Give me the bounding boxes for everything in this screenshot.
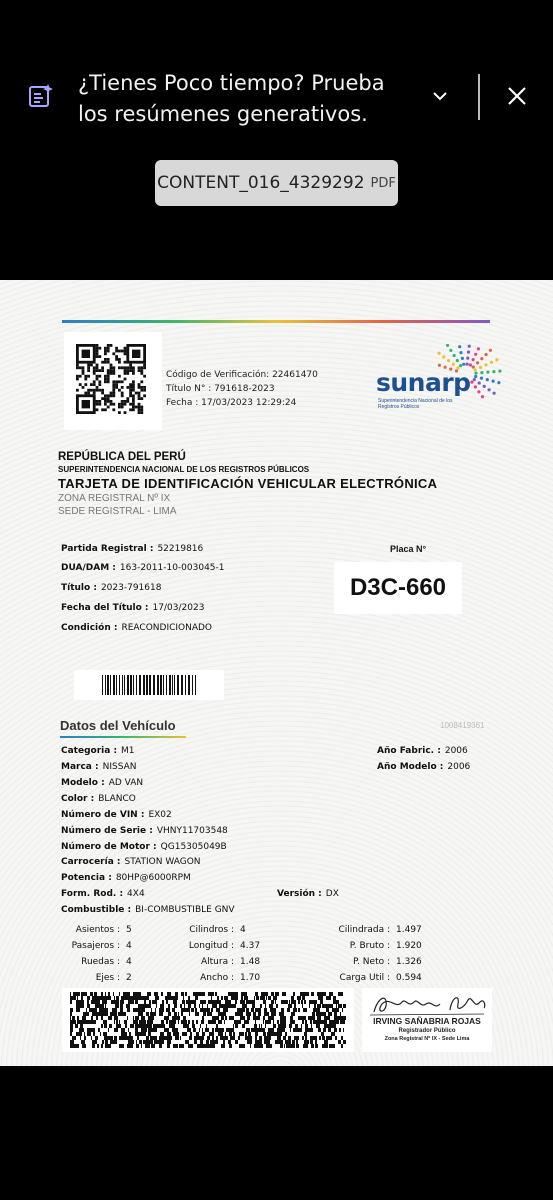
field-ano-modelo: Año Modelo : 2006	[377, 762, 471, 772]
signature-block	[362, 988, 492, 1052]
verification-fecha: Fecha : 17/03/2023 12:29:24	[166, 398, 297, 408]
field-form-rod: Form. Rod. : 4X4	[61, 889, 145, 899]
section-title: Datos del Vehículo	[60, 718, 176, 733]
section-underline	[60, 736, 186, 738]
field-modelo: Modelo : AD VAN	[61, 778, 144, 788]
header-country: REPÚBLICA DEL PERÚ	[58, 451, 186, 463]
spec-ancho-label: Ancho :	[200, 973, 234, 983]
spec-p-bruto-label: P. Bruto :	[349, 941, 390, 951]
field-condicion: Condición : REACONDICIONADO	[61, 623, 213, 633]
file-extension: PDF	[370, 175, 396, 191]
field-potencia: Potencia : 80HP@6000RPM	[61, 873, 191, 883]
serial-number: 1008419361	[440, 721, 485, 730]
sunarp-logo	[376, 344, 506, 414]
chevron-down-icon[interactable]	[430, 86, 450, 106]
header-institution: SUPERINTENDENCIA NACIONAL DE LOS REGISTROS PÚBLICOS	[58, 465, 310, 474]
spec-ejes-label: Ejes :	[95, 973, 120, 983]
verification-code: Código de Verificación: 22461470	[166, 370, 318, 380]
field-marca: Marca : NISSAN	[61, 762, 137, 772]
document-page	[0, 280, 553, 1066]
logo-subtitle: Superintendencia Nacional de los Registros Públicos	[378, 398, 453, 410]
spec-pasajeros-label: Pasajeros :	[71, 941, 120, 951]
signer-name: IRVING SAÑABRIA ROJAS	[373, 1016, 481, 1026]
field-carroceria: Carrocería : STATION WAGON	[61, 857, 201, 867]
header-sede: SEDE REGISTRAL - LIMA	[58, 506, 177, 517]
spec-altura-value: 1.48	[240, 957, 261, 967]
file-name-chip[interactable]	[155, 160, 398, 206]
header-title: TARJETA DE IDENTIFICACIÓN VEHICULAR ELECTRÓNICA	[58, 476, 438, 491]
spec-carga-util-label: Carga Util :	[339, 973, 390, 983]
summary-banner	[0, 0, 553, 280]
spec-carga-util-value: 0.594	[396, 973, 422, 983]
spec-ancho-value: 1.70	[240, 973, 261, 983]
signature-scribble	[366, 990, 488, 1018]
close-icon[interactable]	[506, 85, 528, 107]
field-categoria: Categoria : M1	[61, 746, 135, 756]
field-serie: Número de Serie : VHNY11703548	[61, 826, 228, 836]
divider	[478, 74, 480, 120]
field-dua: DUA/DAM : 163-2011-10-003045-1	[61, 563, 225, 573]
spec-cilindros-label: Cilindros :	[189, 925, 234, 935]
spec-ejes-value: 2	[126, 973, 132, 983]
placa-label: Placa N°	[390, 544, 427, 554]
spec-asientos-value: 5	[126, 925, 132, 935]
header-zona: ZONA REGISTRAL Nº IX	[58, 493, 171, 504]
banner-message[interactable]: ¿Tienes Poco tiempo? Prueba los resúmenes generativos.	[78, 71, 385, 126]
placa-value: D3C-660	[334, 562, 462, 614]
spec-pasajeros-value: 4	[126, 941, 132, 951]
pdf417-barcode	[62, 988, 354, 1052]
field-combustible: Combustible : BI-COMBUSTIBLE GNV	[61, 905, 235, 915]
spec-cilindrada-label: Cilindrada :	[338, 925, 390, 935]
barcode-small	[74, 670, 224, 700]
field-vin: Número de VIN : EX02	[61, 810, 172, 820]
ai-summary-icon	[28, 83, 54, 109]
field-titulo: Título : 2023-791618	[61, 583, 162, 593]
spec-p-neto-value: 1.326	[396, 957, 422, 967]
signer-zone: Zona Registral Nº IX - Sede Lima	[384, 1036, 470, 1042]
field-fecha-titulo: Fecha del Título : 17/03/2023	[61, 603, 205, 613]
spec-longitud-label: Longitud :	[188, 941, 234, 951]
spec-altura-label: Altura :	[201, 957, 234, 967]
spec-cilindros-value: 4	[240, 925, 246, 935]
verification-titulo: Título N° : 791618-2023	[166, 384, 275, 394]
qr-code	[64, 332, 162, 430]
logo-word: sunarp	[376, 368, 471, 397]
spec-asientos-label: Asientos :	[75, 925, 120, 935]
spec-longitud-value: 4.37	[240, 941, 261, 951]
spec-p-neto-label: P. Neto :	[353, 957, 390, 967]
color-stripe	[62, 320, 490, 323]
document-header	[58, 450, 437, 518]
spec-p-bruto-value: 1.920	[396, 941, 422, 951]
field-partida: Partida Registral : 52219816	[61, 544, 204, 554]
field-ano-fabric: Año Fabric. : 2006	[377, 746, 468, 756]
signer-role: Registrador Público	[398, 1028, 456, 1034]
verification-block	[166, 368, 318, 410]
field-color: Color : BLANCO	[61, 794, 136, 804]
field-motor: Número de Motor : QG15305049B	[61, 842, 227, 852]
spec-cilindrada-value: 1.497	[396, 925, 422, 935]
spec-ruedas-value: 4	[126, 957, 132, 967]
spec-ruedas-label: Ruedas :	[81, 957, 120, 967]
field-version: Versión : DX	[277, 889, 339, 899]
file-name: CONTENT_016_4329292	[157, 173, 365, 193]
